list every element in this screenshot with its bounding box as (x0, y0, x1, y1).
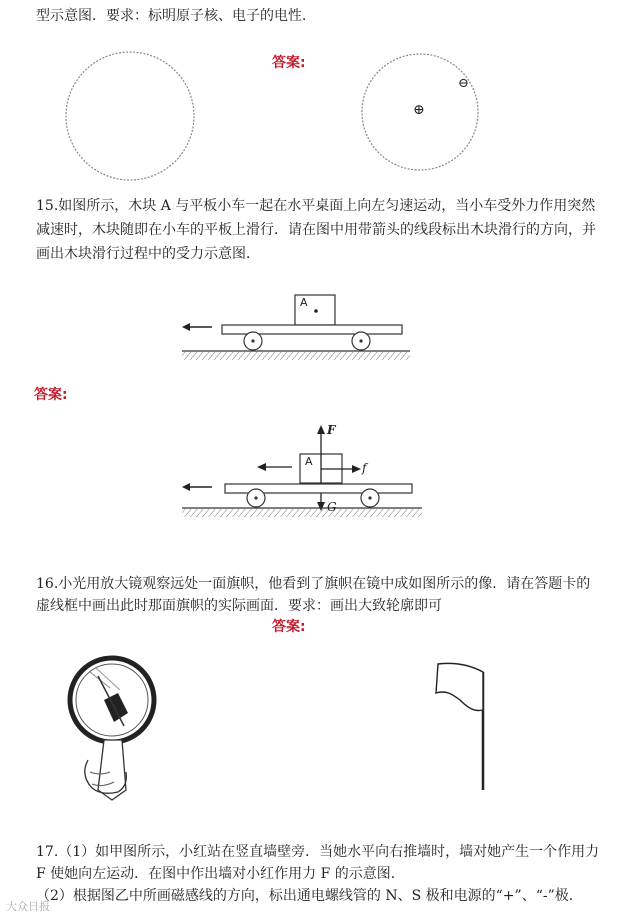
q14-answer-label: 答案: (272, 55, 306, 71)
q15-answer-block-label: A (305, 455, 313, 468)
q16-line1: 16.小光用放大镜观察远处一面旗帜，他看到了旗帜在镜中成如图所示的像．请在答题卡的 (36, 576, 591, 592)
q16-answer-label: 答案: (272, 619, 306, 635)
q15-line1: 15.如图所示，木块 A 与平板小车一起在水平桌面上向左匀速运动，当小车受外力作用突然 (36, 198, 596, 214)
force-f-label: f (362, 461, 367, 475)
watermark: 大众日报 (6, 900, 50, 913)
q15-line2: 减速时，木块随即在小车的平板上滑行．请在图中用带箭头的线段标出木块滑行的方向，并 (36, 222, 596, 238)
q17-line3: （2）根据图乙中所画磁感线的方向，标出通电螺线管的 N、S 极和电源的“+”、“-”极． (36, 888, 583, 904)
q15-question-figure (182, 295, 410, 360)
q16-line2: 虚线框中画出此时那面旗帜的实际画面．要求：画出大致轮廓即可 (36, 598, 442, 614)
q14-question-circle (66, 52, 194, 180)
q17-line2: F 使她向左运动．在图中作出墙对小红作用力 F 的示意图． (36, 866, 405, 882)
force-F-label: F (327, 423, 336, 437)
electron-symbol: ⊖ (458, 76, 469, 91)
force-G-label: G (327, 500, 337, 514)
q15-block-label: A (300, 296, 308, 309)
q15-answer-figure (182, 425, 422, 517)
nucleus-symbol: ⊕ (413, 102, 425, 118)
q15-line3: 画出木块滑行过程中的受力示意图． (36, 246, 260, 262)
q17-line1: 17.（1）如甲图所示，小红站在竖直墙壁旁．当她水平向右推墙时，墙对她产生一个作用力 (36, 844, 600, 860)
q16-answer-flag (436, 663, 483, 790)
q16-magnifier-figure (70, 658, 154, 800)
q14-text: 型示意图．要求：标明原子核、电子的电性． (36, 8, 316, 24)
q15-answer-label: 答案: (34, 387, 68, 403)
